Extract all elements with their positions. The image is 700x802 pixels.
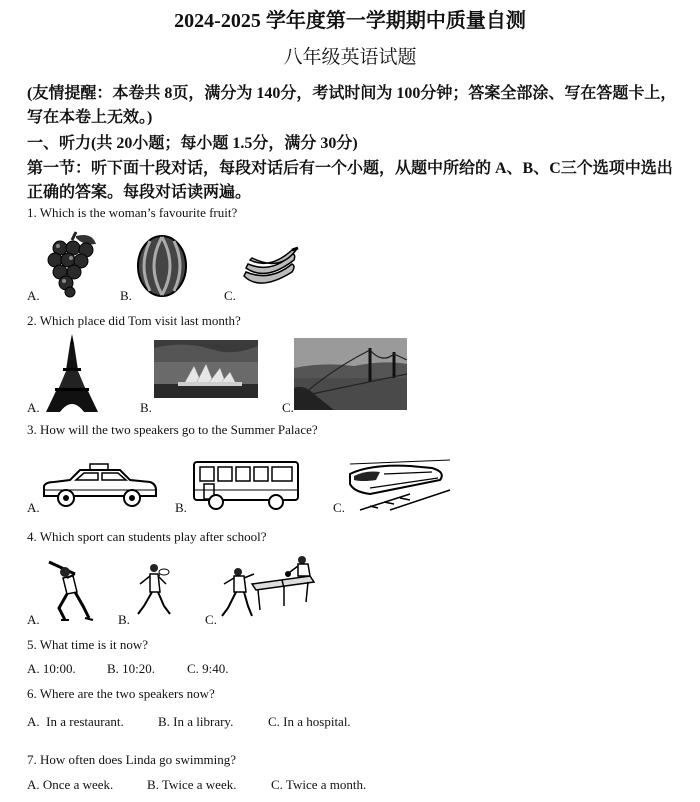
bananas-icon xyxy=(240,248,300,296)
question-7-text: 7. How often does Linda go swimming? xyxy=(27,752,237,767)
q6-option-a: A. In a restaurant. xyxy=(27,714,124,729)
q2-label-a: A. xyxy=(27,400,40,415)
grapes-icon xyxy=(42,232,102,298)
q7-option-a: A. Once a week. xyxy=(27,777,114,792)
q6-option-c: C. In a hospital. xyxy=(268,714,351,729)
question-3-text: 3. How will the two speakers go to the Summer Palace? xyxy=(27,422,318,437)
q6-option-b: B. In a library. xyxy=(158,714,234,729)
sydney-opera-house-photo xyxy=(154,340,258,398)
q2-label-b: B. xyxy=(140,400,152,415)
question-2-text: 2. Which place did Tom visit last month? xyxy=(27,313,241,328)
q5-option-c: C. 9:40. xyxy=(187,661,229,676)
q4-label-b: B. xyxy=(118,612,130,627)
q1-label-b: B. xyxy=(120,288,132,303)
ping-pong-icon xyxy=(218,554,318,618)
part1-instruction-line-2: 正确的答案。每段对话读两遍。 xyxy=(27,184,252,201)
q7-option-c: C. Twice a month. xyxy=(271,777,367,792)
notice-line-1: (友情提醒：本卷共 8页，满分为 140分，考试时间为 100分钟；答案全部涂、写在答题卡上， xyxy=(27,85,677,102)
watermelon-icon xyxy=(136,234,188,298)
q2-label-c: C. xyxy=(282,400,294,415)
q7-option-b: B. Twice a week. xyxy=(147,777,237,792)
q4-label-c: C. xyxy=(205,612,217,627)
q5-option-b: B. 10:20. xyxy=(107,661,156,676)
q3-label-a: A. xyxy=(27,500,40,515)
exam-title: 2024-2025 学年度第一学期期中质量自测 xyxy=(174,10,526,32)
part1-instruction-line-1: 第一节：听下面十段对话，每段对话后有一个小题，从题中所给的 A、B、C三个选项中选出 xyxy=(27,160,673,177)
baseball-icon xyxy=(45,558,95,622)
notice-line-2: 写在本卷上无效。) xyxy=(27,109,153,126)
train-icon xyxy=(350,460,450,510)
q1-label-c: C. xyxy=(224,288,236,303)
q4-label-a: A. xyxy=(27,612,40,627)
taxi-icon xyxy=(40,462,158,508)
q1-label-a: A. xyxy=(27,288,40,303)
q3-label-b: B. xyxy=(175,500,187,515)
q5-option-a: A. 10:00. xyxy=(27,661,76,676)
question-4-text: 4. Which sport can students play after school? xyxy=(27,529,267,544)
golden-gate-bridge-photo xyxy=(294,338,407,410)
eiffel-tower-icon xyxy=(46,334,98,412)
section-heading: 一、听力(共 20小题；每小题 1.5分，满分 30分) xyxy=(27,135,358,152)
exam-subtitle: 八年级英语试题 xyxy=(283,47,417,68)
question-1-text: 1. Which is the woman’s favourite fruit? xyxy=(27,205,238,220)
q3-label-c: C. xyxy=(333,500,345,515)
question-5-text: 5. What time is it now? xyxy=(27,637,149,652)
question-6-text: 6. Where are the two speakers now? xyxy=(27,686,215,701)
badminton-icon xyxy=(130,562,174,620)
bus-icon xyxy=(190,460,300,510)
